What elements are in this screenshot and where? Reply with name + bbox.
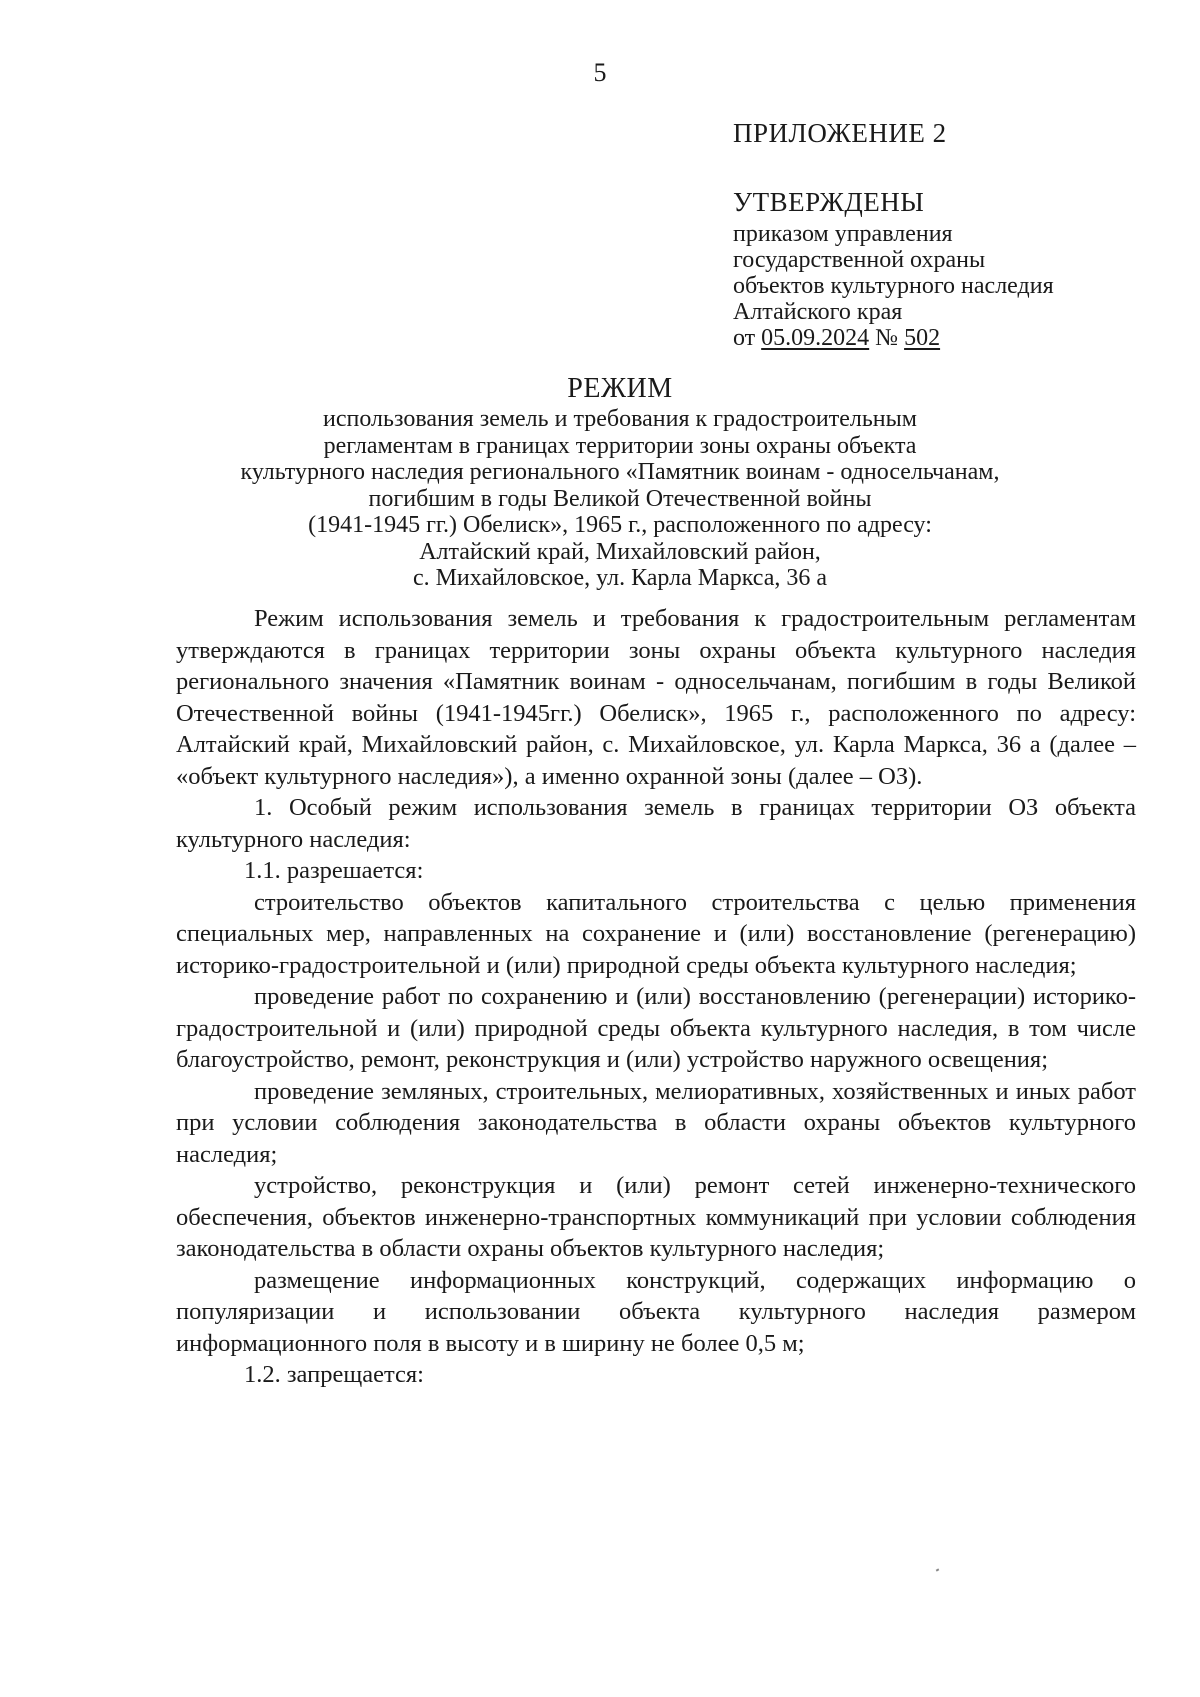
scan-mark [936, 1568, 940, 1571]
section-1-paragraph: 1. Особый режим использования земель в границах территории ОЗ объекта культурного наследия: [176, 794, 1136, 853]
intro-paragraph: Режим использования земель и требования к градостроительным регламентам утверждаются в границах территории зоны охраны объекта культурного наследия регионального значения «Памятник воинам - односельчанам, погибшим в годы Великой Отечественной войны (1941-1945гг.) Обелиск», 1965 г., расположенного по адресу: Алтайский край, Михайловский район, с. Михайловское, ул. Карла Маркса, 36 а (далее – «объект культурного наследия»), а именно охранной зоны (далее – ОЗ). [176, 605, 1136, 790]
title-line: Алтайский край, Михайловский район, [419, 538, 821, 565]
section-1-1-heading: 1.1. разрешается: [244, 857, 424, 884]
title-line: с. Михайловское, ул. Карла Маркса, 36 а [412, 565, 828, 591]
title-line: (1941-1945 гг.) Обелиск», 1965 г., расположенного по адресу: [308, 512, 932, 538]
title-line: культурного наследия регионального «Памятник воинам - односельчанам, [240, 459, 1000, 485]
order-date: 05.09.2024 [761, 325, 870, 351]
title-line: погибшим в годы Великой Отечественной войны [368, 485, 872, 512]
permitted-item: размещение информационных конструкций, содержащих информацию о популяризации и использовании объекта культурного наследия размером информационного поля в высоту и в ширину не более 0,5 м; [176, 1266, 1136, 1357]
order-number-sign: № [869, 325, 905, 351]
permitted-item: устройство, реконструкция и (или) ремонт сетей инженерно-технического обеспечения, объектов инженерно-транспортных коммуникаций при условии соблюдения законодательства в области охраны объектов культурного наследия; [176, 1172, 1136, 1262]
approval-block [733, 185, 1173, 351]
section-1-2-heading: 1.2. запрещается: [244, 1361, 424, 1388]
document-body [176, 603, 1136, 1391]
title-heading: РЕЖИМ [567, 373, 673, 404]
order-reference [733, 325, 1173, 351]
title-line: использования земель и требования к градостроительным [323, 406, 917, 432]
permitted-item: проведение работ по сохранению и (или) восстановлению (регенерации) историко-градостроительной и (или) природной среды объекта культурного наследия, в том числе благоустройство, ремонт, реконструкция и (или) устройство наружного освещения; [176, 983, 1136, 1073]
permitted-item: строительство объектов капитального строительства с целью применения специальных мер, направленных на сохранение и (или) восстановление (регенерацию) историко-градостроительной и (или) природной среды объекта культурного наследия; [176, 888, 1136, 979]
approval-line: приказом управления [733, 221, 953, 247]
title-line: регламентам в границах территории зоны охраны объекта [323, 432, 917, 459]
document-title [140, 372, 1100, 592]
appendix-label: ПРИЛОЖЕНИЕ 2 [733, 118, 947, 148]
approval-heading: УТВЕРЖДЕНЫ [733, 187, 925, 217]
approval-line: государственной охраны [733, 247, 986, 273]
permitted-item: проведение земляных, строительных, мелиоративных, хозяйственных и иных работ при условии соблюдения законодательства в области охраны объектов культурного наследия; [176, 1077, 1136, 1168]
page-number: 5 [593, 58, 607, 87]
order-ref-prefix: от [733, 325, 762, 351]
approval-line: Алтайского края [733, 299, 903, 325]
approval-line: объектов культурного наследия [733, 273, 1054, 299]
order-number: 502 [904, 325, 941, 351]
